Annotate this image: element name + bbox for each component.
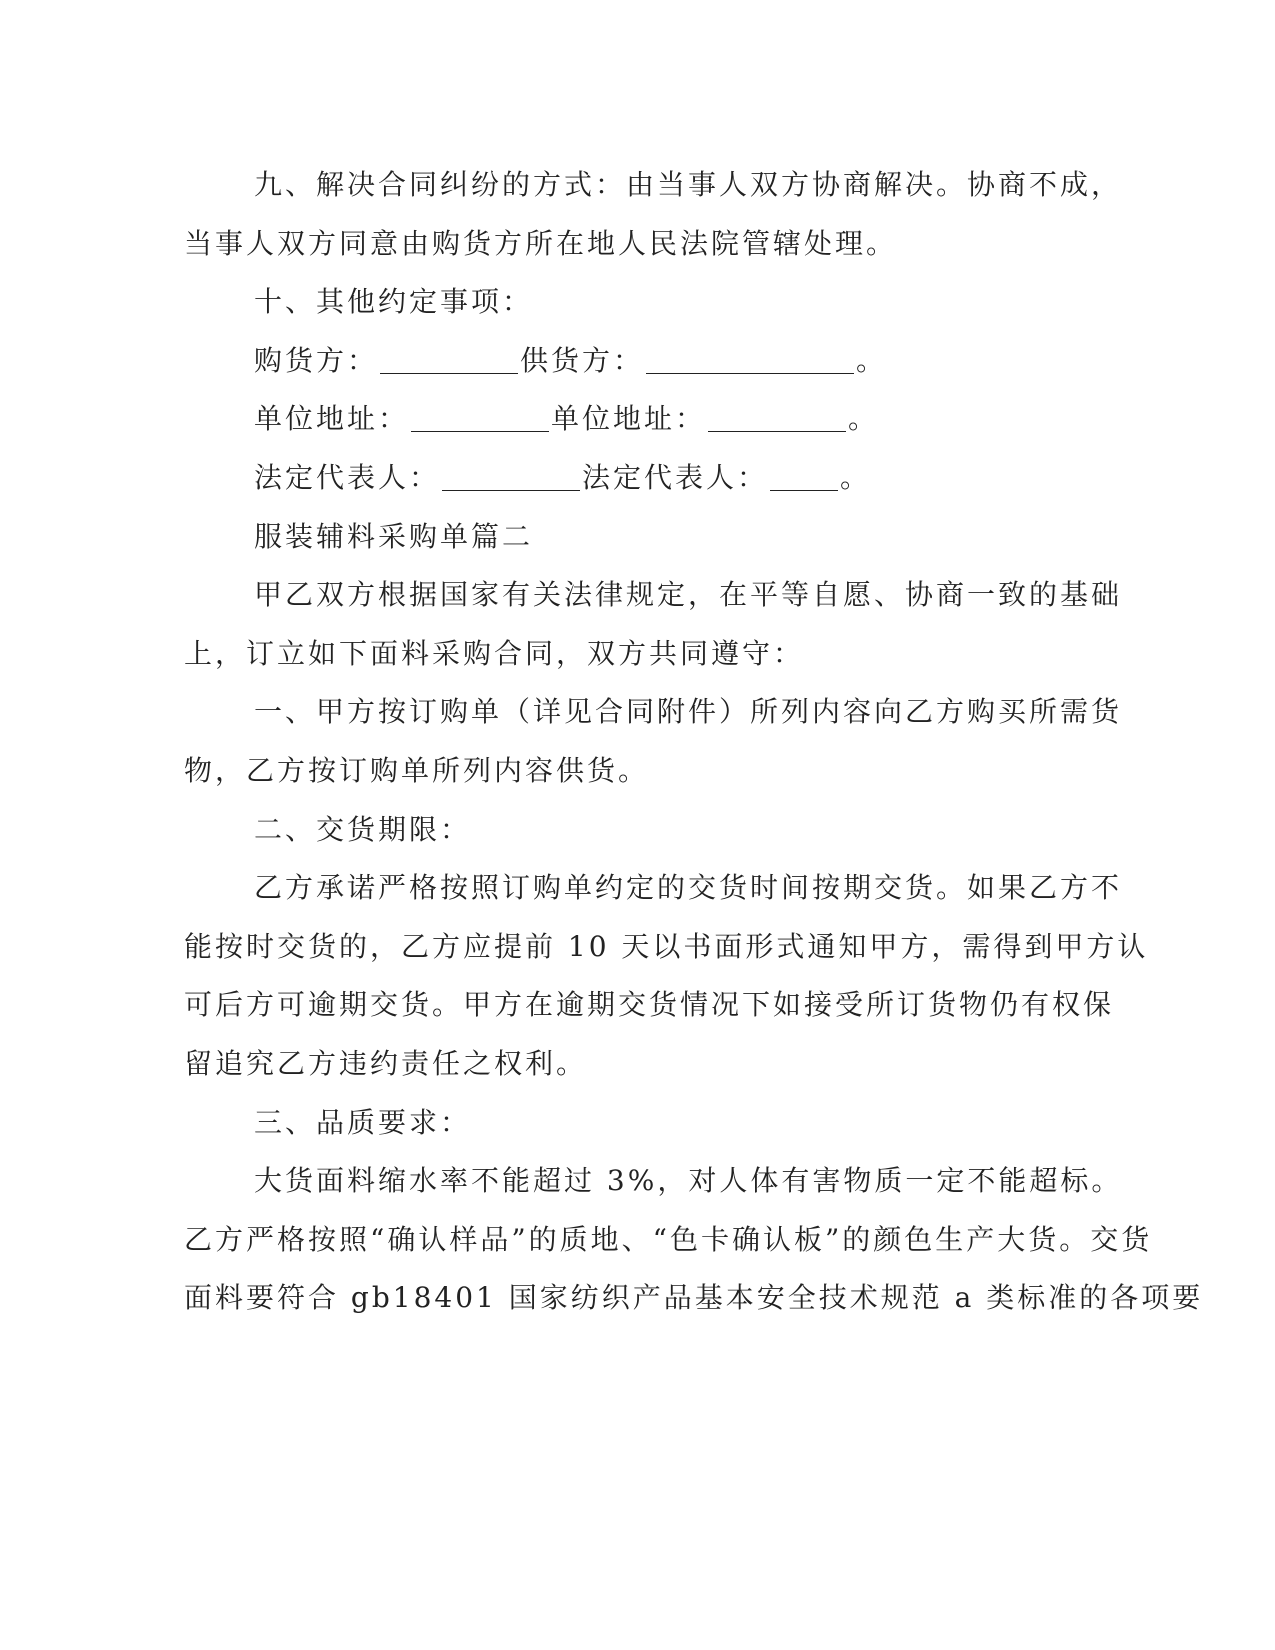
paragraph-line: 大货面料缩水率不能超过 3%，对人体有害物质一定不能超标。 [254,1164,1123,1198]
end-mark: 。 [856,343,888,377]
rep-blank-supplier [770,460,838,491]
paragraph-line: 物，乙方按订购单所列内容供货。 [184,753,650,787]
paragraph-line: 可后方可逾期交货。甲方在逾期交货情况下如接受所订货物仍有权保 [184,988,1115,1022]
supplier-label: 供货方： [520,343,645,377]
paragraph-line: 能按时交货的，乙方应提前 10 天以书面形式通知甲方，需得到甲方认 [184,929,1149,963]
address-blank-supplier [708,401,846,432]
end-mark: 。 [848,402,880,436]
paragraph-line: 乙方承诺严格按照订购单约定的交货时间按期交货。如果乙方不 [254,871,1123,905]
paragraph-line: 九、解决合同纠纷的方式：由当事人双方协商解决。协商不成， [254,168,1123,201]
section-heading: 三、品质要求： [254,1105,472,1139]
end-mark: 。 [840,460,872,494]
rep-label-buyer: 法定代表人： [254,460,441,494]
signature-row-parties [184,332,1064,391]
paragraph-line: 留追究乙方违约责任之权利。 [184,1046,588,1080]
address-label-buyer: 单位地址： [254,402,410,436]
section-heading: 二、交货期限： [254,812,472,846]
paragraph-line: 乙方严格按照“确认样品”的质地、“色卡确认板”的颜色生产大货。交货 [184,1222,1153,1256]
buyer-label: 购货方： [254,343,379,377]
section-heading: 十、其他约定事项： [254,285,534,319]
rep-blank-buyer [442,460,580,491]
paragraph-line: 上，订立如下面料采购合同，双方共同遵守： [184,636,805,670]
document-subtitle: 服装辅料采购单篇二 [254,519,534,553]
paragraph-line: 当事人双方同意由购货方所在地人民法院管辖处理。 [184,226,898,260]
paragraph-line: 一、甲方按订购单（详见合同附件）所列内容向乙方购买所需货 [254,695,1123,729]
paragraph-line: 甲乙双方根据国家有关法律规定，在平等自愿、协商一致的基础 [254,578,1123,612]
signature-row-address [184,390,1064,449]
rep-label-supplier: 法定代表人： [582,460,769,494]
supplier-blank [646,343,854,374]
address-blank-buyer [411,401,549,432]
paragraph-line: 面料要符合 gb18401 国家纺织产品基本安全技术规范 a 类标准的各项要 [184,1281,1204,1315]
address-label-supplier: 单位地址： [551,402,707,436]
buyer-blank [380,343,518,374]
signature-row-representative [184,449,1064,508]
document-body [184,156,1204,1328]
